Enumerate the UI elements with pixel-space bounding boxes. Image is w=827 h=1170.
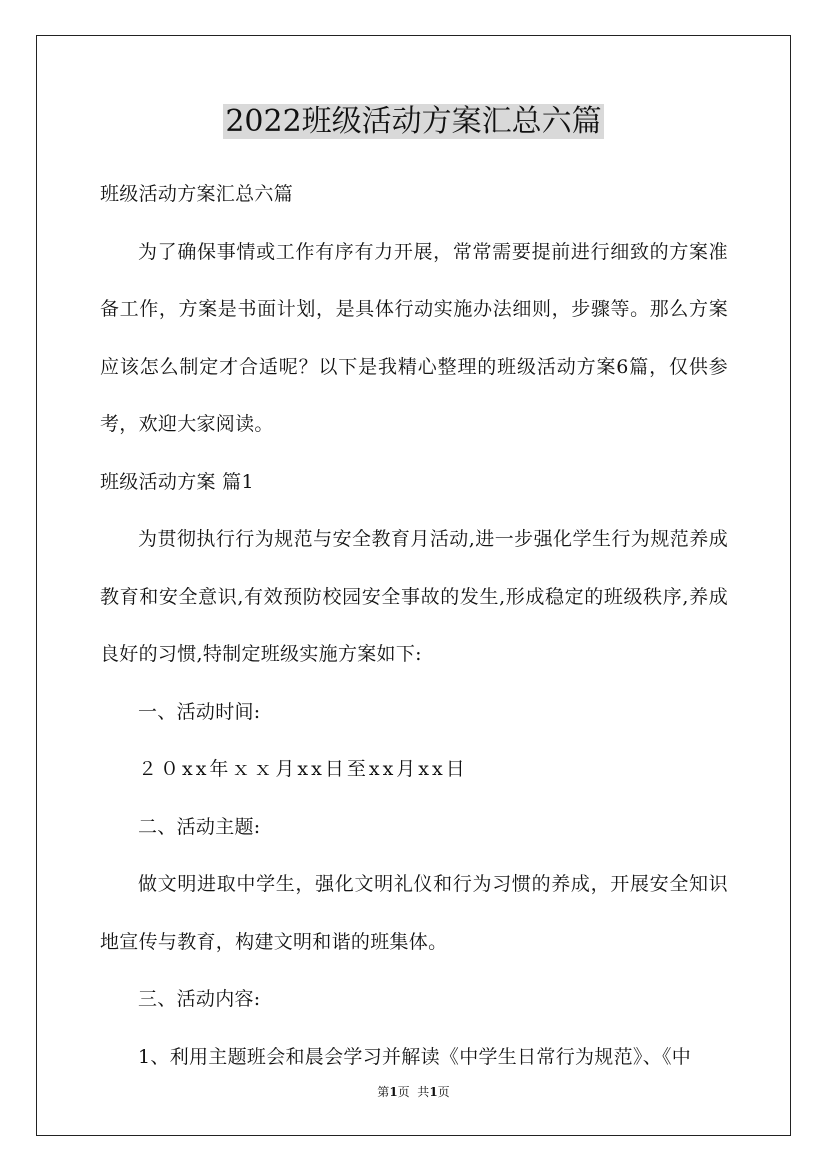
list-heading: 三、活动内容: xyxy=(138,988,261,1010)
body-paragraph: 1、利用主题班会和晨会学习并解读《中学生日常行为规范》、《中 xyxy=(138,1045,692,1068)
document-title-text: 2022班级活动方案汇总六篇 xyxy=(225,104,602,139)
subtitle-paragraph: 班级活动方案汇总六篇 xyxy=(100,183,294,205)
body-paragraph: 做文明进取中学生，强化文明礼仪和行为习惯的养成，开展安全知识地宣传与教育，构建文明和谐的班集体。 xyxy=(100,873,728,953)
document-title xyxy=(0,100,827,144)
intro-paragraph: 为了确保事情或工作有序有力开展，常常需要提前进行细致的方案准备工作，方案是书面计划，是具体行动实施办法细则，步骤等。那么方案应该怎么制定才合适呢？以下是我精心整理的班级活动方案6篇，仅供参考，欢迎大家阅读。 xyxy=(100,240,728,435)
footer-suffix: 页 xyxy=(437,1085,450,1099)
footer-mid: 页 共 xyxy=(397,1085,430,1099)
document-body xyxy=(100,166,728,1086)
footer-total-pages: 1 xyxy=(429,1085,438,1099)
section-heading: 班级活动方案 篇1 xyxy=(100,470,254,493)
date-range-text: ２０xx年ｘｘ月xx日至xx月xx日 xyxy=(138,758,468,780)
footer-current-page: 1 xyxy=(389,1085,398,1099)
page-footer xyxy=(0,1084,827,1100)
body-paragraph: 为贯彻执行行为规范与安全教育月活动,进一步强化学生行为规范养成教育和安全意识,有效预防校园安全事故的发生,形成稳定的班级秩序,养成良好的习惯,特制定班级实施方案如下: xyxy=(100,528,728,665)
footer-prefix: 第 xyxy=(377,1085,390,1099)
list-heading: 二、活动主题: xyxy=(138,815,261,838)
list-heading: 一、活动时间: xyxy=(138,700,261,723)
